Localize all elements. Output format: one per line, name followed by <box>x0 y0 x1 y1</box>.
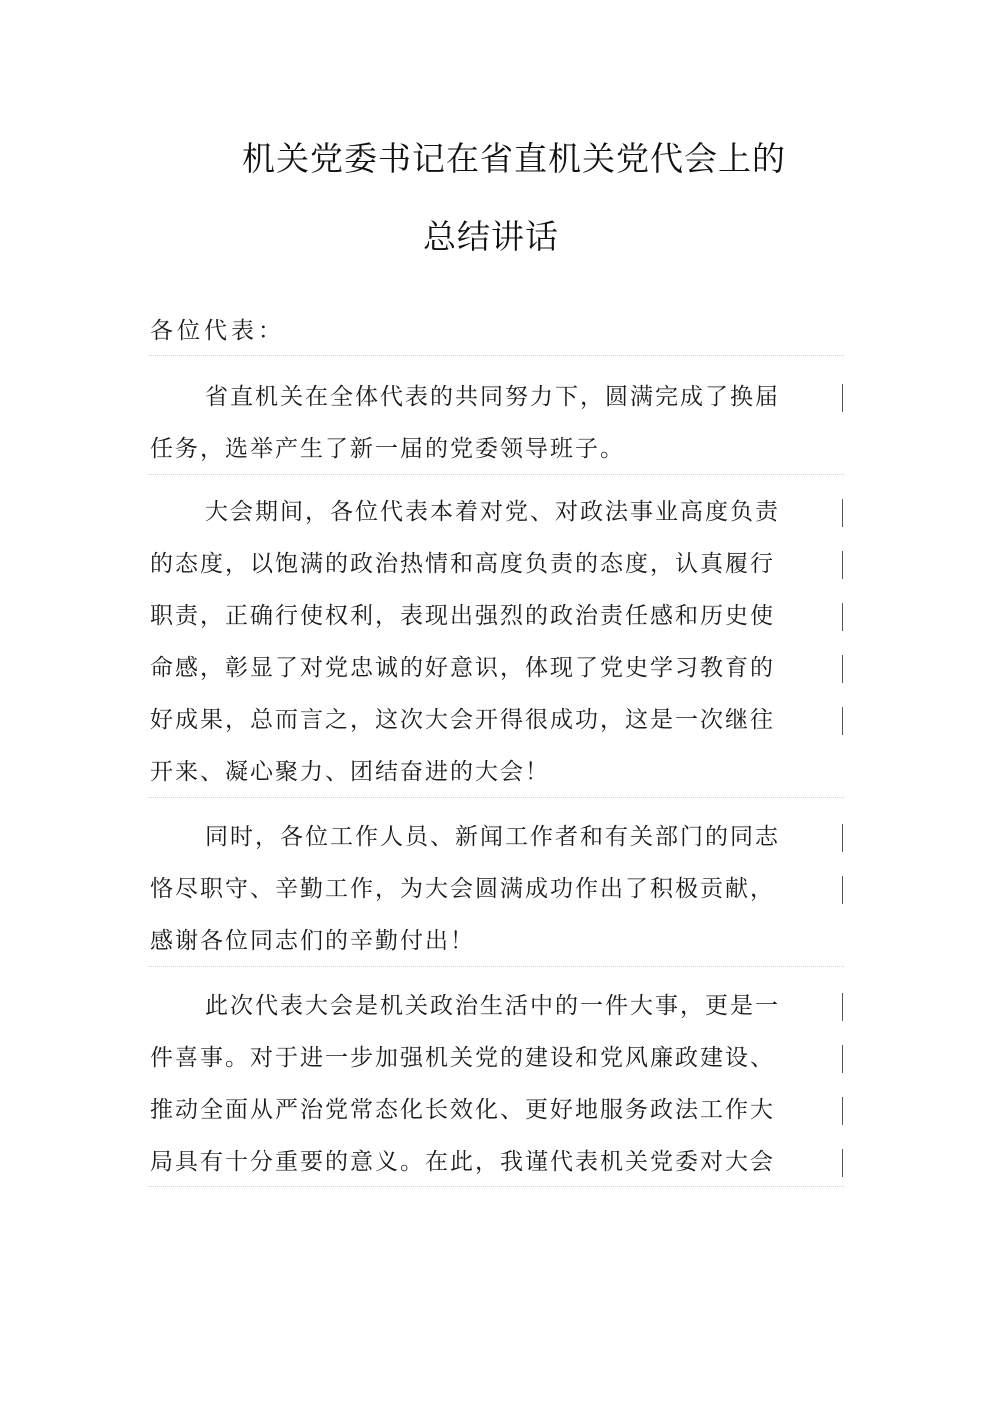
paragraph-line: 此次代表大会是机关政治生活中的一件大事，更是一 <box>205 993 780 1019</box>
line-marker <box>842 1045 843 1073</box>
salutation: 各位代表： <box>150 318 285 344</box>
paragraph-line: 任务，选举产生了新一届的党委领导班子。 <box>150 436 625 462</box>
line-marker <box>842 824 843 852</box>
line-marker <box>842 1097 843 1125</box>
paragraph-line: 省直机关在全体代表的共同努力下，圆满完成了换届 <box>205 384 780 410</box>
line-marker <box>842 551 843 579</box>
document-title-line-2: 总结讲话 <box>423 217 559 256</box>
line-marker <box>842 603 843 631</box>
line-marker <box>842 384 843 412</box>
paragraph-line: 命感，彰显了对党忠诚的好意识，体现了党史学习教育的 <box>150 655 775 681</box>
paragraph-line: 职责，正确行使权利，表现出强烈的政治责任感和历史使 <box>150 603 775 629</box>
line-marker <box>842 993 843 1021</box>
paragraph-line: 恪尽职守、辛勤工作，为大会圆满成功作出了积极贡献， <box>150 876 775 902</box>
line-marker <box>842 499 843 527</box>
paragraph-line: 大会期间，各位代表本着对党、对政法事业高度负责 <box>205 499 780 525</box>
document-title-line-1: 机关党委书记在省直机关党代会上的 <box>242 139 786 178</box>
separator <box>148 474 844 475</box>
line-marker <box>842 1149 843 1177</box>
line-marker <box>842 876 843 904</box>
line-marker <box>842 655 843 683</box>
separator <box>148 355 844 356</box>
paragraph-line: 感谢各位同志们的辛勤付出！ <box>150 928 475 954</box>
separator <box>148 1186 844 1187</box>
paragraph-line: 同时，各位工作人员、新闻工作者和有关部门的同志 <box>205 824 780 850</box>
paragraph-line: 推动全面从严治党常态化长效化、更好地服务政法工作大 <box>150 1097 775 1123</box>
paragraph-line: 的态度，以饱满的政治热情和高度负责的态度，认真履行 <box>150 551 775 577</box>
paragraph-line: 件喜事。对于进一步加强机关党的建设和党风廉政建设、 <box>150 1045 775 1071</box>
paragraph-line: 开来、凝心聚力、团结奋进的大会！ <box>150 759 550 785</box>
line-marker <box>842 707 843 735</box>
paragraph-line: 局具有十分重要的意义。在此，我谨代表机关党委对大会 <box>150 1149 775 1175</box>
separator <box>148 966 844 967</box>
separator <box>148 797 844 798</box>
paragraph-line: 好成果，总而言之，这次大会开得很成功，这是一次继往 <box>150 707 775 733</box>
